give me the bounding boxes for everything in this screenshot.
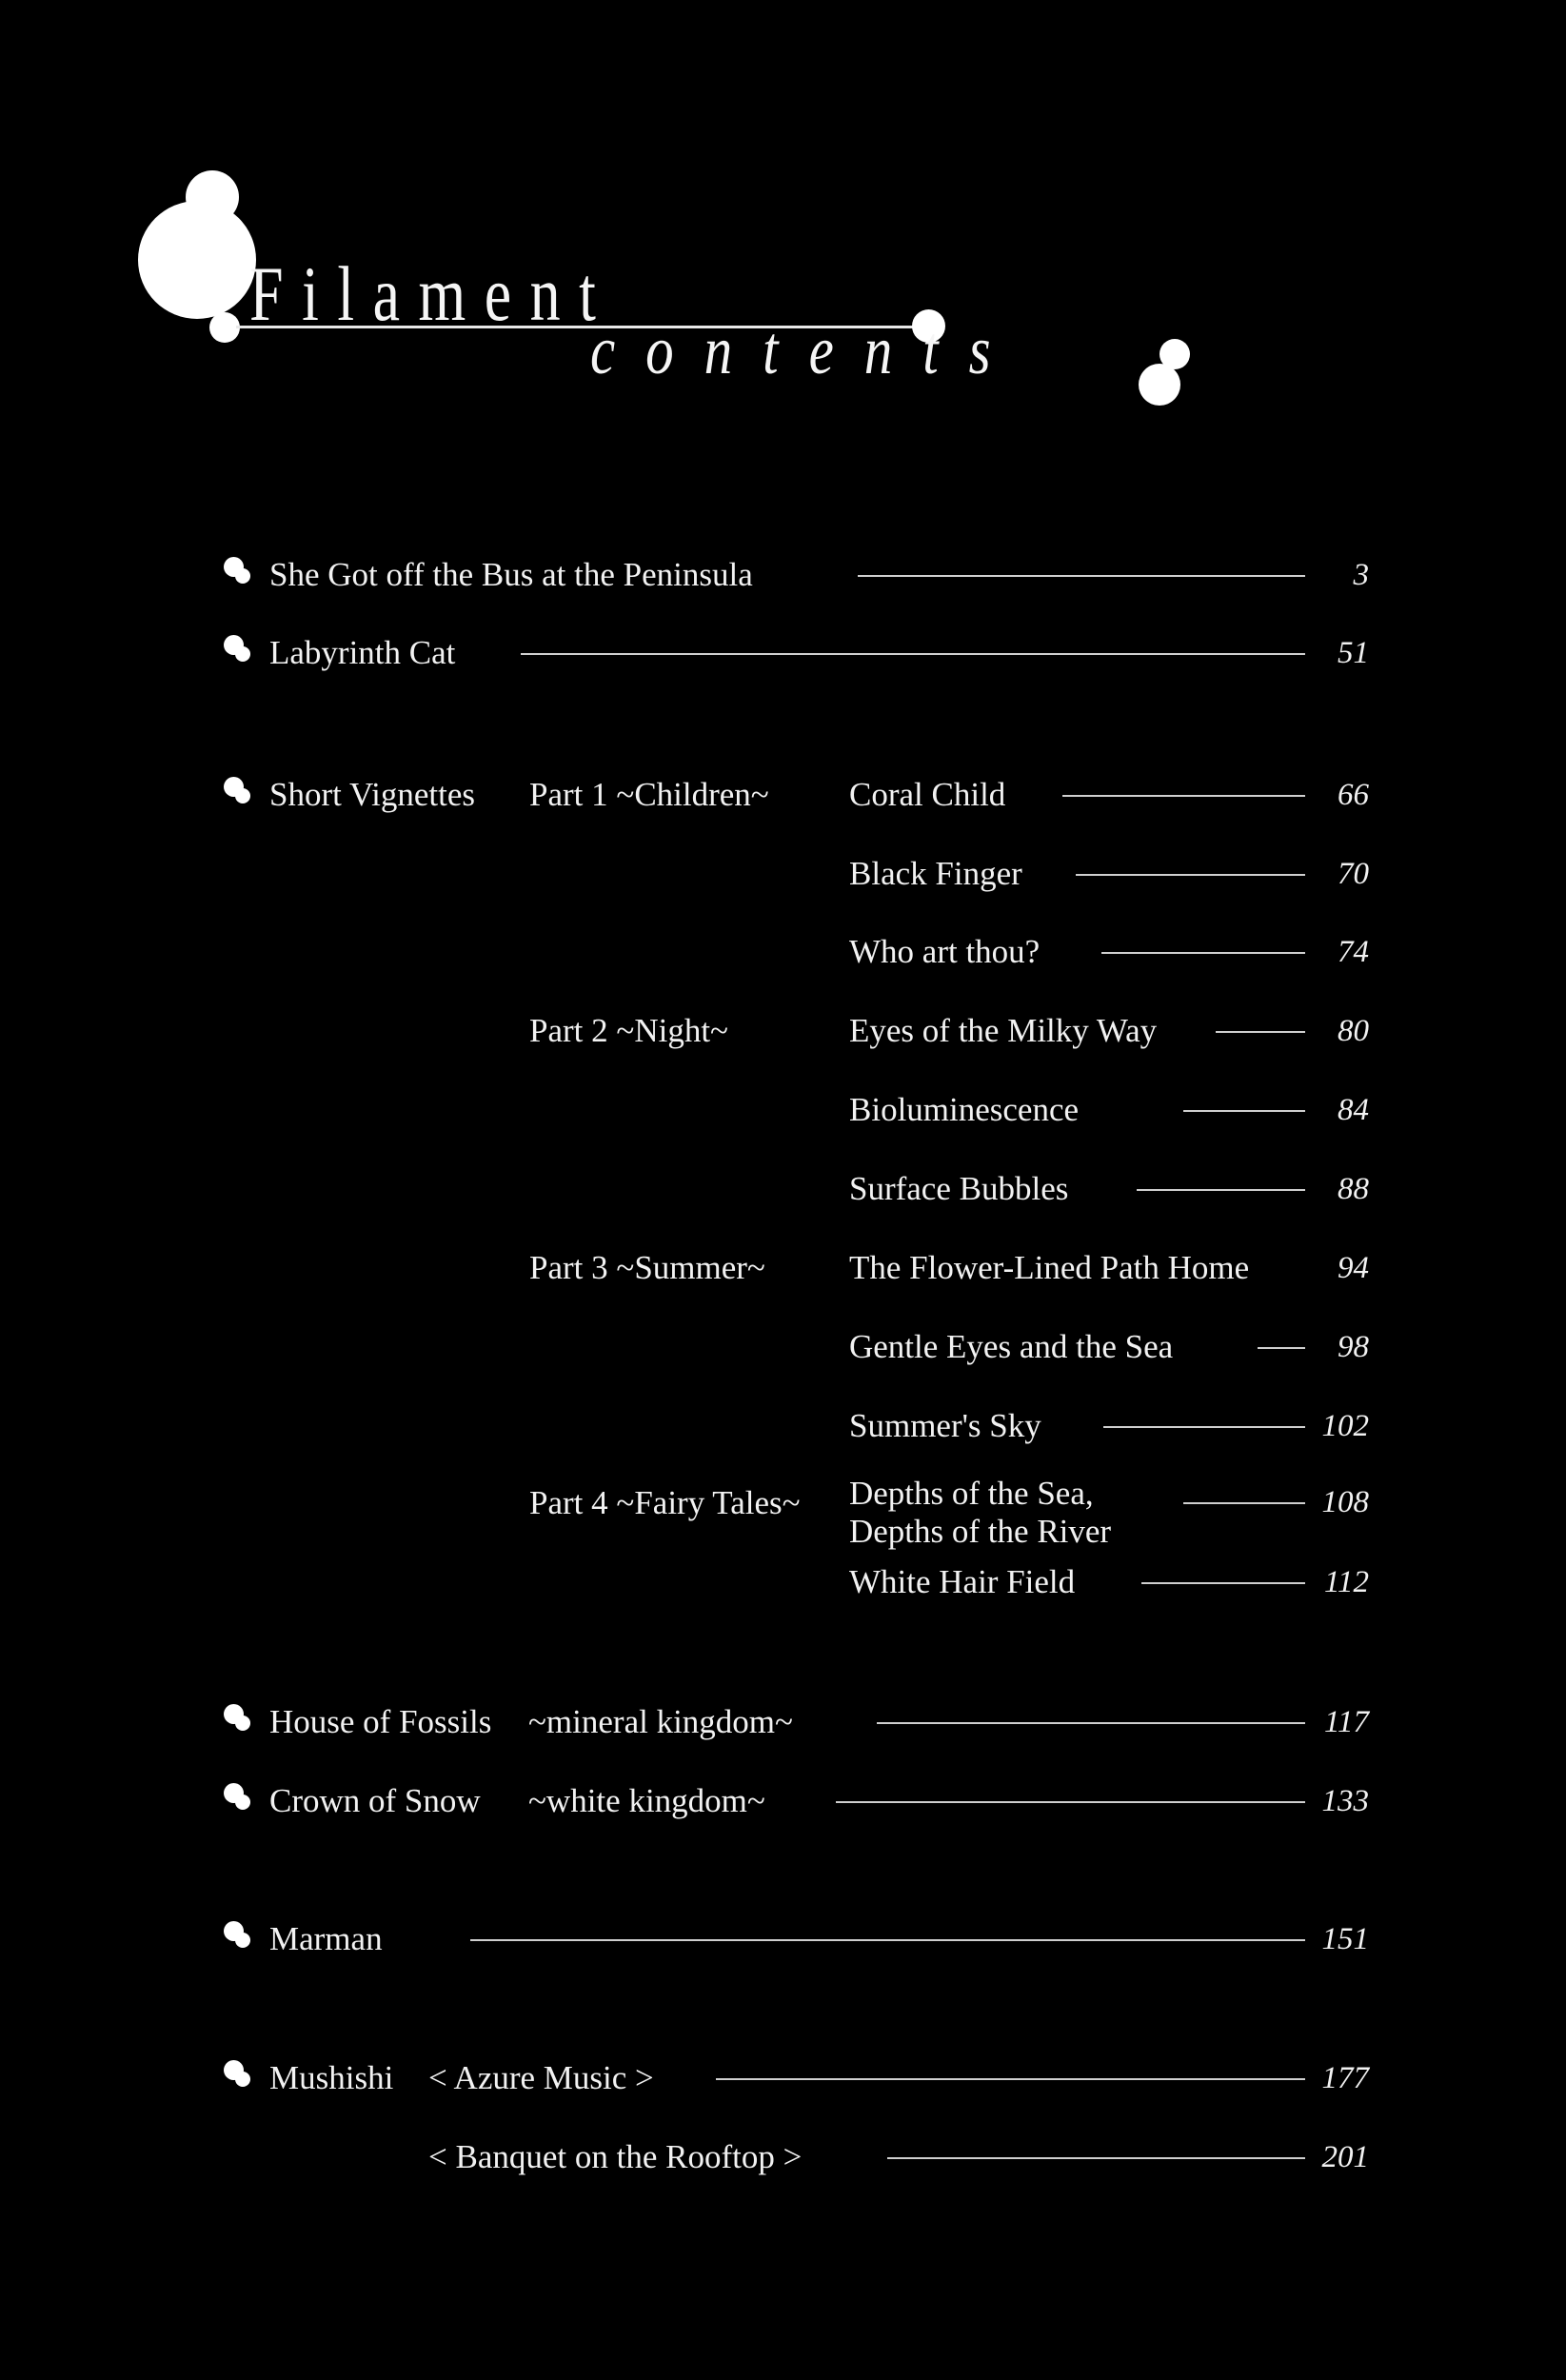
section-title: Short Vignettes <box>269 776 475 813</box>
contents-heading: contents <box>590 312 1021 388</box>
entry-title: Marman <box>269 1920 383 1957</box>
page-number: 112 <box>1323 1565 1369 1599</box>
page-number: 80 <box>1338 1014 1369 1048</box>
leader-line <box>470 1939 1305 1941</box>
bullet-icon <box>224 557 256 589</box>
leader-line <box>858 575 1305 577</box>
bullet-icon <box>224 1783 256 1815</box>
story-title: Surface Bubbles <box>849 1170 1069 1207</box>
page-number: 177 <box>1321 2061 1369 2095</box>
story-title: Eyes of the Milky Way <box>849 1012 1158 1049</box>
page-number: 98 <box>1338 1330 1369 1364</box>
part-label: Part 4 ~Fairy Tales~ <box>529 1484 801 1521</box>
leader-line <box>1076 874 1305 876</box>
page-number: 70 <box>1338 857 1369 891</box>
leader-line <box>1141 1582 1305 1584</box>
entry-subtitle: < Banquet on the Rooftop > <box>428 2138 803 2175</box>
page-number: 201 <box>1321 2140 1369 2174</box>
leader-line <box>1216 1031 1305 1033</box>
page-number: 117 <box>1323 1705 1369 1739</box>
leader-line <box>877 1722 1305 1724</box>
page-number: 102 <box>1321 1409 1369 1443</box>
story-title: Who art thou? <box>849 933 1041 970</box>
page-number: 3 <box>1353 558 1369 592</box>
page-number: 51 <box>1338 636 1369 670</box>
bullet-icon <box>224 2060 256 2092</box>
story-title: Gentle Eyes and the Sea <box>849 1328 1174 1365</box>
bubble-icon <box>1139 364 1180 406</box>
small-bubble-icon <box>186 170 239 224</box>
entry-title: Crown of Snow <box>269 1782 481 1819</box>
page-number: 151 <box>1321 1922 1369 1956</box>
bubble-small-icon <box>1160 339 1190 369</box>
bullet-icon <box>224 1704 256 1736</box>
entry-title: She Got off the Bus at the Peninsula <box>269 556 753 593</box>
part-label: Part 3 ~Summer~ <box>529 1249 765 1286</box>
story-title-line2: Depths of the River <box>849 1513 1112 1550</box>
page-number: 84 <box>1338 1093 1369 1127</box>
bullet-icon <box>224 777 256 809</box>
leader-line <box>887 2157 1305 2159</box>
page-number: 66 <box>1338 778 1369 812</box>
story-title: White Hair Field <box>849 1563 1076 1600</box>
part-label: Part 1 ~Children~ <box>529 776 769 813</box>
page-number: 94 <box>1338 1251 1369 1285</box>
page-number: 133 <box>1321 1784 1369 1818</box>
story-title: Summer's Sky <box>849 1407 1041 1444</box>
bullet-icon <box>224 635 256 667</box>
story-title: Depths of the Sea, <box>849 1475 1094 1512</box>
story-title: Bioluminescence <box>849 1091 1080 1128</box>
leader-line <box>1258 1347 1305 1349</box>
leader-line <box>1183 1502 1305 1504</box>
entry-subtitle: ~mineral kingdom~ <box>528 1703 793 1740</box>
entry-subtitle: ~white kingdom~ <box>528 1782 765 1819</box>
leader-line <box>521 653 1305 655</box>
leader-line <box>1101 952 1305 954</box>
entry-subtitle: < Azure Music > <box>428 2059 654 2096</box>
story-title: Coral Child <box>849 776 1006 813</box>
entry-title: Mushishi <box>269 2059 394 2096</box>
leader-line <box>1062 795 1305 797</box>
page-number: 108 <box>1321 1485 1369 1519</box>
leader-line <box>716 2078 1305 2080</box>
story-title: The Flower-Lined Path Home <box>849 1249 1250 1286</box>
page-number: 74 <box>1338 935 1369 969</box>
entry-title: Labyrinth Cat <box>269 634 456 671</box>
leader-line <box>1183 1110 1305 1112</box>
page-number: 88 <box>1338 1172 1369 1206</box>
story-title: Black Finger <box>849 855 1022 892</box>
leader-line <box>1103 1426 1305 1428</box>
book-title: Filament <box>249 250 615 337</box>
part-label: Part 2 ~Night~ <box>529 1012 728 1049</box>
bullet-icon <box>224 1921 256 1954</box>
entry-title: House of Fossils <box>269 1703 492 1740</box>
leader-line <box>836 1801 1305 1803</box>
leader-line <box>1137 1189 1305 1191</box>
